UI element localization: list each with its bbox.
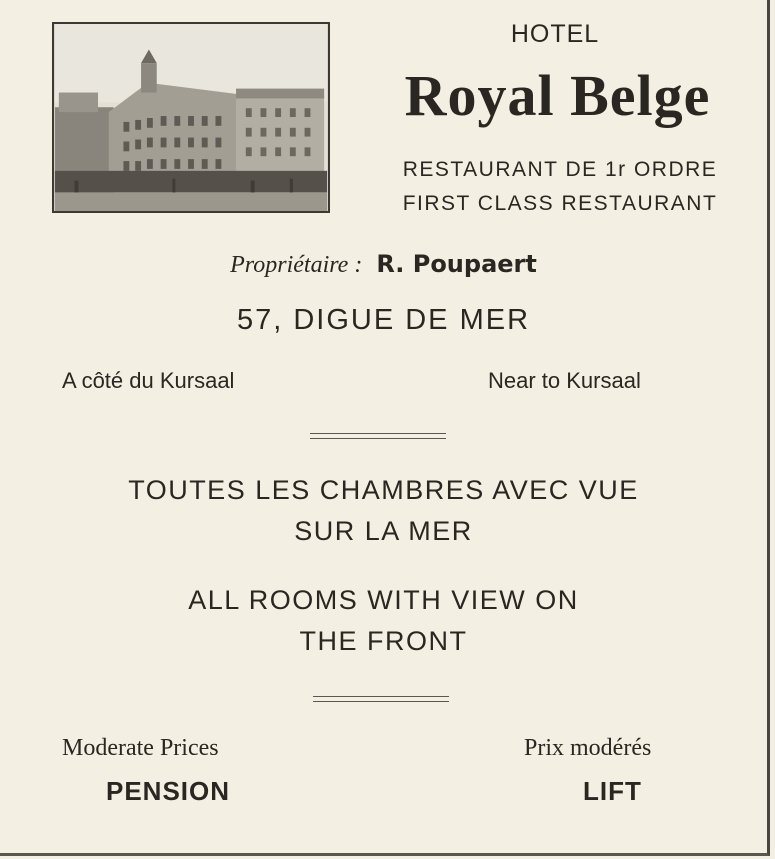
hotel-name: Royal Belge — [404, 63, 711, 128]
divider — [313, 696, 449, 702]
location-french: A côté du Kursaal — [62, 368, 235, 393]
rooms-french-line-2: SUR LA MER — [294, 516, 473, 546]
prix-moderes: Prix modérés — [524, 735, 652, 761]
owner-line — [0, 250, 767, 279]
hotel-label: HOTEL — [510, 20, 600, 48]
divider — [310, 433, 446, 439]
owner-label: Propriétaire : — [230, 252, 363, 278]
restaurant-french: RESTAURANT DE 1r ORDRE — [402, 158, 718, 181]
lift: LIFT — [583, 776, 642, 806]
owner-name: R. Poupaert — [376, 250, 537, 278]
rooms-english-line-2: THE FRONT — [299, 626, 468, 656]
pension: PENSION — [106, 776, 231, 806]
hotel-building-photo-icon — [52, 22, 330, 213]
rooms-french-line-1: TOUTES LES CHAMBRES AVEC VUE — [128, 475, 639, 505]
moderate-prices: Moderate Prices — [62, 735, 219, 761]
address: 57, DIGUE DE MER — [236, 304, 531, 336]
location-english: Near to Kursaal — [488, 368, 641, 393]
rooms-english-line-1: ALL ROOMS WITH VIEW ON — [188, 585, 579, 615]
restaurant-english: FIRST CLASS RESTAURANT — [402, 192, 718, 215]
